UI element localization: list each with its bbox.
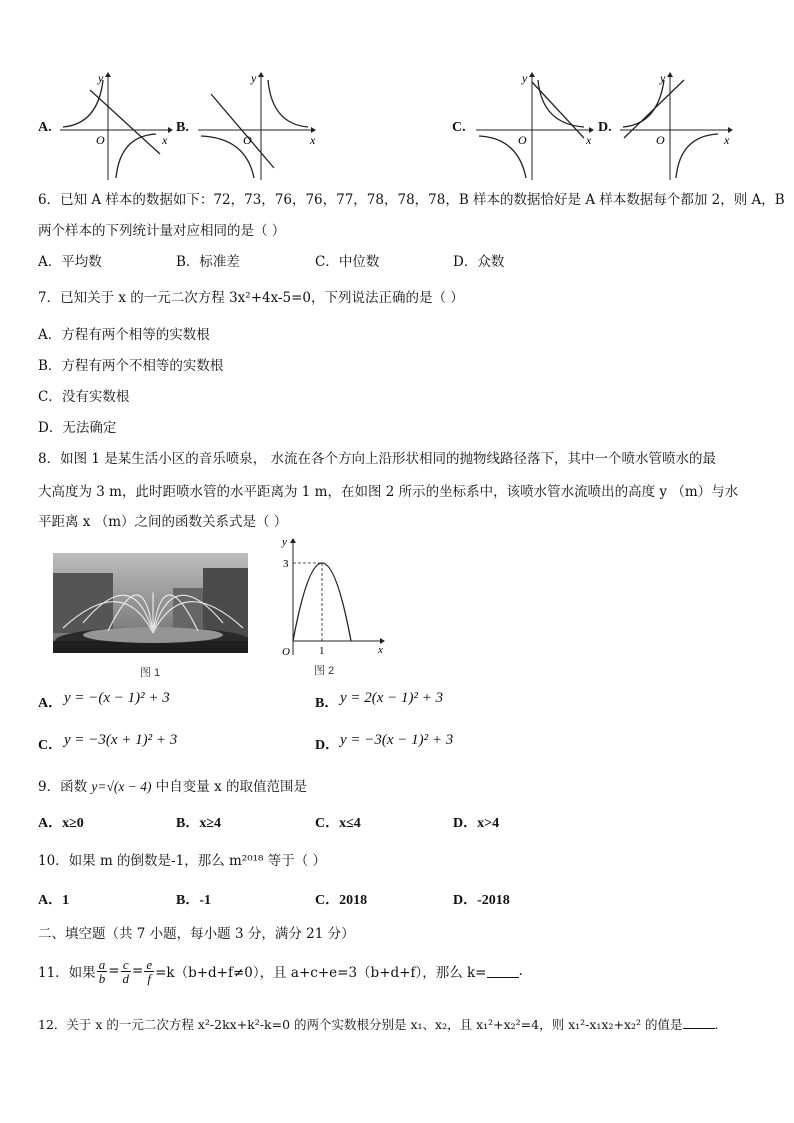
q7-option-d[interactable]: D．无法确定 <box>38 420 117 436</box>
q8-stem-line2: 大高度为 3 m，此时距喷水管的水平距离为 1 m，在如图 2 所示的坐标系中，该喷水管水流喷出的高度 y （m）与水 <box>38 484 739 500</box>
q5-option-b-label[interactable]: B. <box>176 120 189 135</box>
svg-text:O: O <box>282 646 290 658</box>
figure2-graph <box>278 535 388 665</box>
q5-graph-b <box>196 72 321 182</box>
svg-text:y: y <box>660 72 666 85</box>
q9-formula: y=√(x − 4) <box>91 779 152 794</box>
q5-option-c-label[interactable]: C. <box>452 120 466 135</box>
q5-graph-a <box>58 72 173 182</box>
fountain-photo <box>53 553 248 653</box>
q11-answer-blank[interactable] <box>487 965 519 978</box>
q8-option-a-formula[interactable]: y = −(x − 1)² + 3 <box>64 690 170 706</box>
q9-stem: 9．函数 y=√(x − 4) 中自变量 x 的取值范围是 <box>38 779 307 795</box>
section-heading-fill-in: 二、填空题（共 7 小题，每小题 3 分，满分 21 分） <box>38 926 355 942</box>
q10-option-c[interactable]: C．2018 <box>315 893 368 908</box>
q9-option-c[interactable]: C．x≤4 <box>315 816 361 831</box>
q7-option-b[interactable]: B．方程有两个不相等的实数根 <box>38 358 224 374</box>
q7-option-a[interactable]: A．方程有两个相等的实数根 <box>38 327 210 343</box>
svg-text:3: 3 <box>283 558 289 570</box>
q8-option-c-formula[interactable]: y = −3(x + 1)² + 3 <box>64 732 178 748</box>
fraction-a-over-b: $\frac{a}{b}$ <box>98 956 106 986</box>
svg-text:x: x <box>586 133 592 147</box>
q8-stem-line3: 平距离 x （m）之间的函数关系式是（ ） <box>38 514 288 530</box>
q10-option-b[interactable]: B．-1 <box>176 893 211 908</box>
q10-stem: 10．如果 m 的倒数是-1，那么 m²⁰¹⁸ 等于（ ） <box>38 853 327 869</box>
svg-text:O: O <box>656 133 665 147</box>
q7-stem: 7．已知关于 x 的一元二次方程 3x²+4x-5=0，下列说法正确的是（ ） <box>38 290 464 306</box>
q9-option-d[interactable]: D．x>4 <box>453 816 500 831</box>
q8-option-d-formula[interactable]: y = −3(x − 1)² + 3 <box>340 732 454 748</box>
q10-option-d[interactable]: D．-2018 <box>453 893 510 908</box>
svg-text:O: O <box>518 133 527 147</box>
q6-option-a[interactable]: A．平均数 <box>38 254 102 270</box>
q6-option-d[interactable]: D．众数 <box>453 254 505 270</box>
q8-stem-line1: 8．如图 1 是某生活小区的音乐喷泉， 水流在各个方向上沿形状相同的抛物线路径落下，其中一个喷水管喷水的最 <box>38 451 717 467</box>
q6-option-c[interactable]: C．中位数 <box>315 254 380 270</box>
q8-option-d-label[interactable]: D． <box>315 738 340 753</box>
fraction-c-over-d: $\frac{c}{d}$ <box>122 956 129 986</box>
svg-text:y: y <box>98 72 104 85</box>
q6-stem-line1: 6．已知 A 样本的数据如下：72，73，76，76，77，78，78，78，B 样本的数据恰好是 A 样本数据每个都加 2，则 A，B <box>38 192 785 208</box>
svg-text:O: O <box>96 133 105 147</box>
q9-option-b[interactable]: B．x≥4 <box>176 816 222 831</box>
svg-text:y: y <box>251 72 257 85</box>
q6-stem-line2: 两个样本的下列统计量对应相同的是（ ） <box>38 223 286 239</box>
figure1-caption: 图 1 <box>140 667 161 679</box>
q6-option-b[interactable]: B．标准差 <box>176 254 240 270</box>
q5-graph-c <box>474 72 599 182</box>
q8-option-c-label[interactable]: C． <box>38 738 63 753</box>
q5-option-d-label[interactable]: D. <box>598 120 612 135</box>
q8-option-b-formula[interactable]: y = 2(x − 1)² + 3 <box>340 690 444 706</box>
q5-graph-d <box>618 72 738 182</box>
svg-text:y: y <box>522 72 528 85</box>
q9-option-a[interactable]: A．x≥0 <box>38 816 84 831</box>
svg-text:x: x <box>724 133 730 147</box>
q7-option-c[interactable]: C．没有实数根 <box>38 389 130 405</box>
figure2-caption: 图 2 <box>314 665 335 677</box>
q12-answer-blank[interactable] <box>683 1016 715 1029</box>
svg-text:x: x <box>162 133 168 147</box>
fraction-e-over-f: $\frac{e}{f}$ <box>146 956 153 986</box>
q12-stem: 12．关于 x 的一元二次方程 x²-2kx+k²-k=0 的两个实数根分别是 x₁、x₂，且 x₁²+x₂²=4，则 x₁²-x₁x₂+x₂² 的值是 . <box>38 1017 719 1032</box>
q5-option-a-label[interactable]: A. <box>38 120 52 135</box>
q10-option-a[interactable]: A．1 <box>38 893 70 908</box>
svg-text:y: y <box>282 536 287 548</box>
q11-stem: 11．如果 $\frac{a}{b}$ = $\frac{c}{d}$ = $\frac{e}{f}$ =k（b+d+f≠0），且 a+c+e=3（b+d+f），那么 k= . <box>38 956 523 986</box>
svg-text:x: x <box>378 644 383 656</box>
svg-text:1: 1 <box>319 645 325 657</box>
q8-option-a-label[interactable]: A． <box>38 696 63 711</box>
q8-option-b-label[interactable]: B． <box>315 696 339 711</box>
svg-text:O: O <box>243 133 252 147</box>
svg-text:x: x <box>310 133 316 147</box>
hyperbola-branch <box>116 134 156 178</box>
hyperbola-branch <box>63 80 103 127</box>
